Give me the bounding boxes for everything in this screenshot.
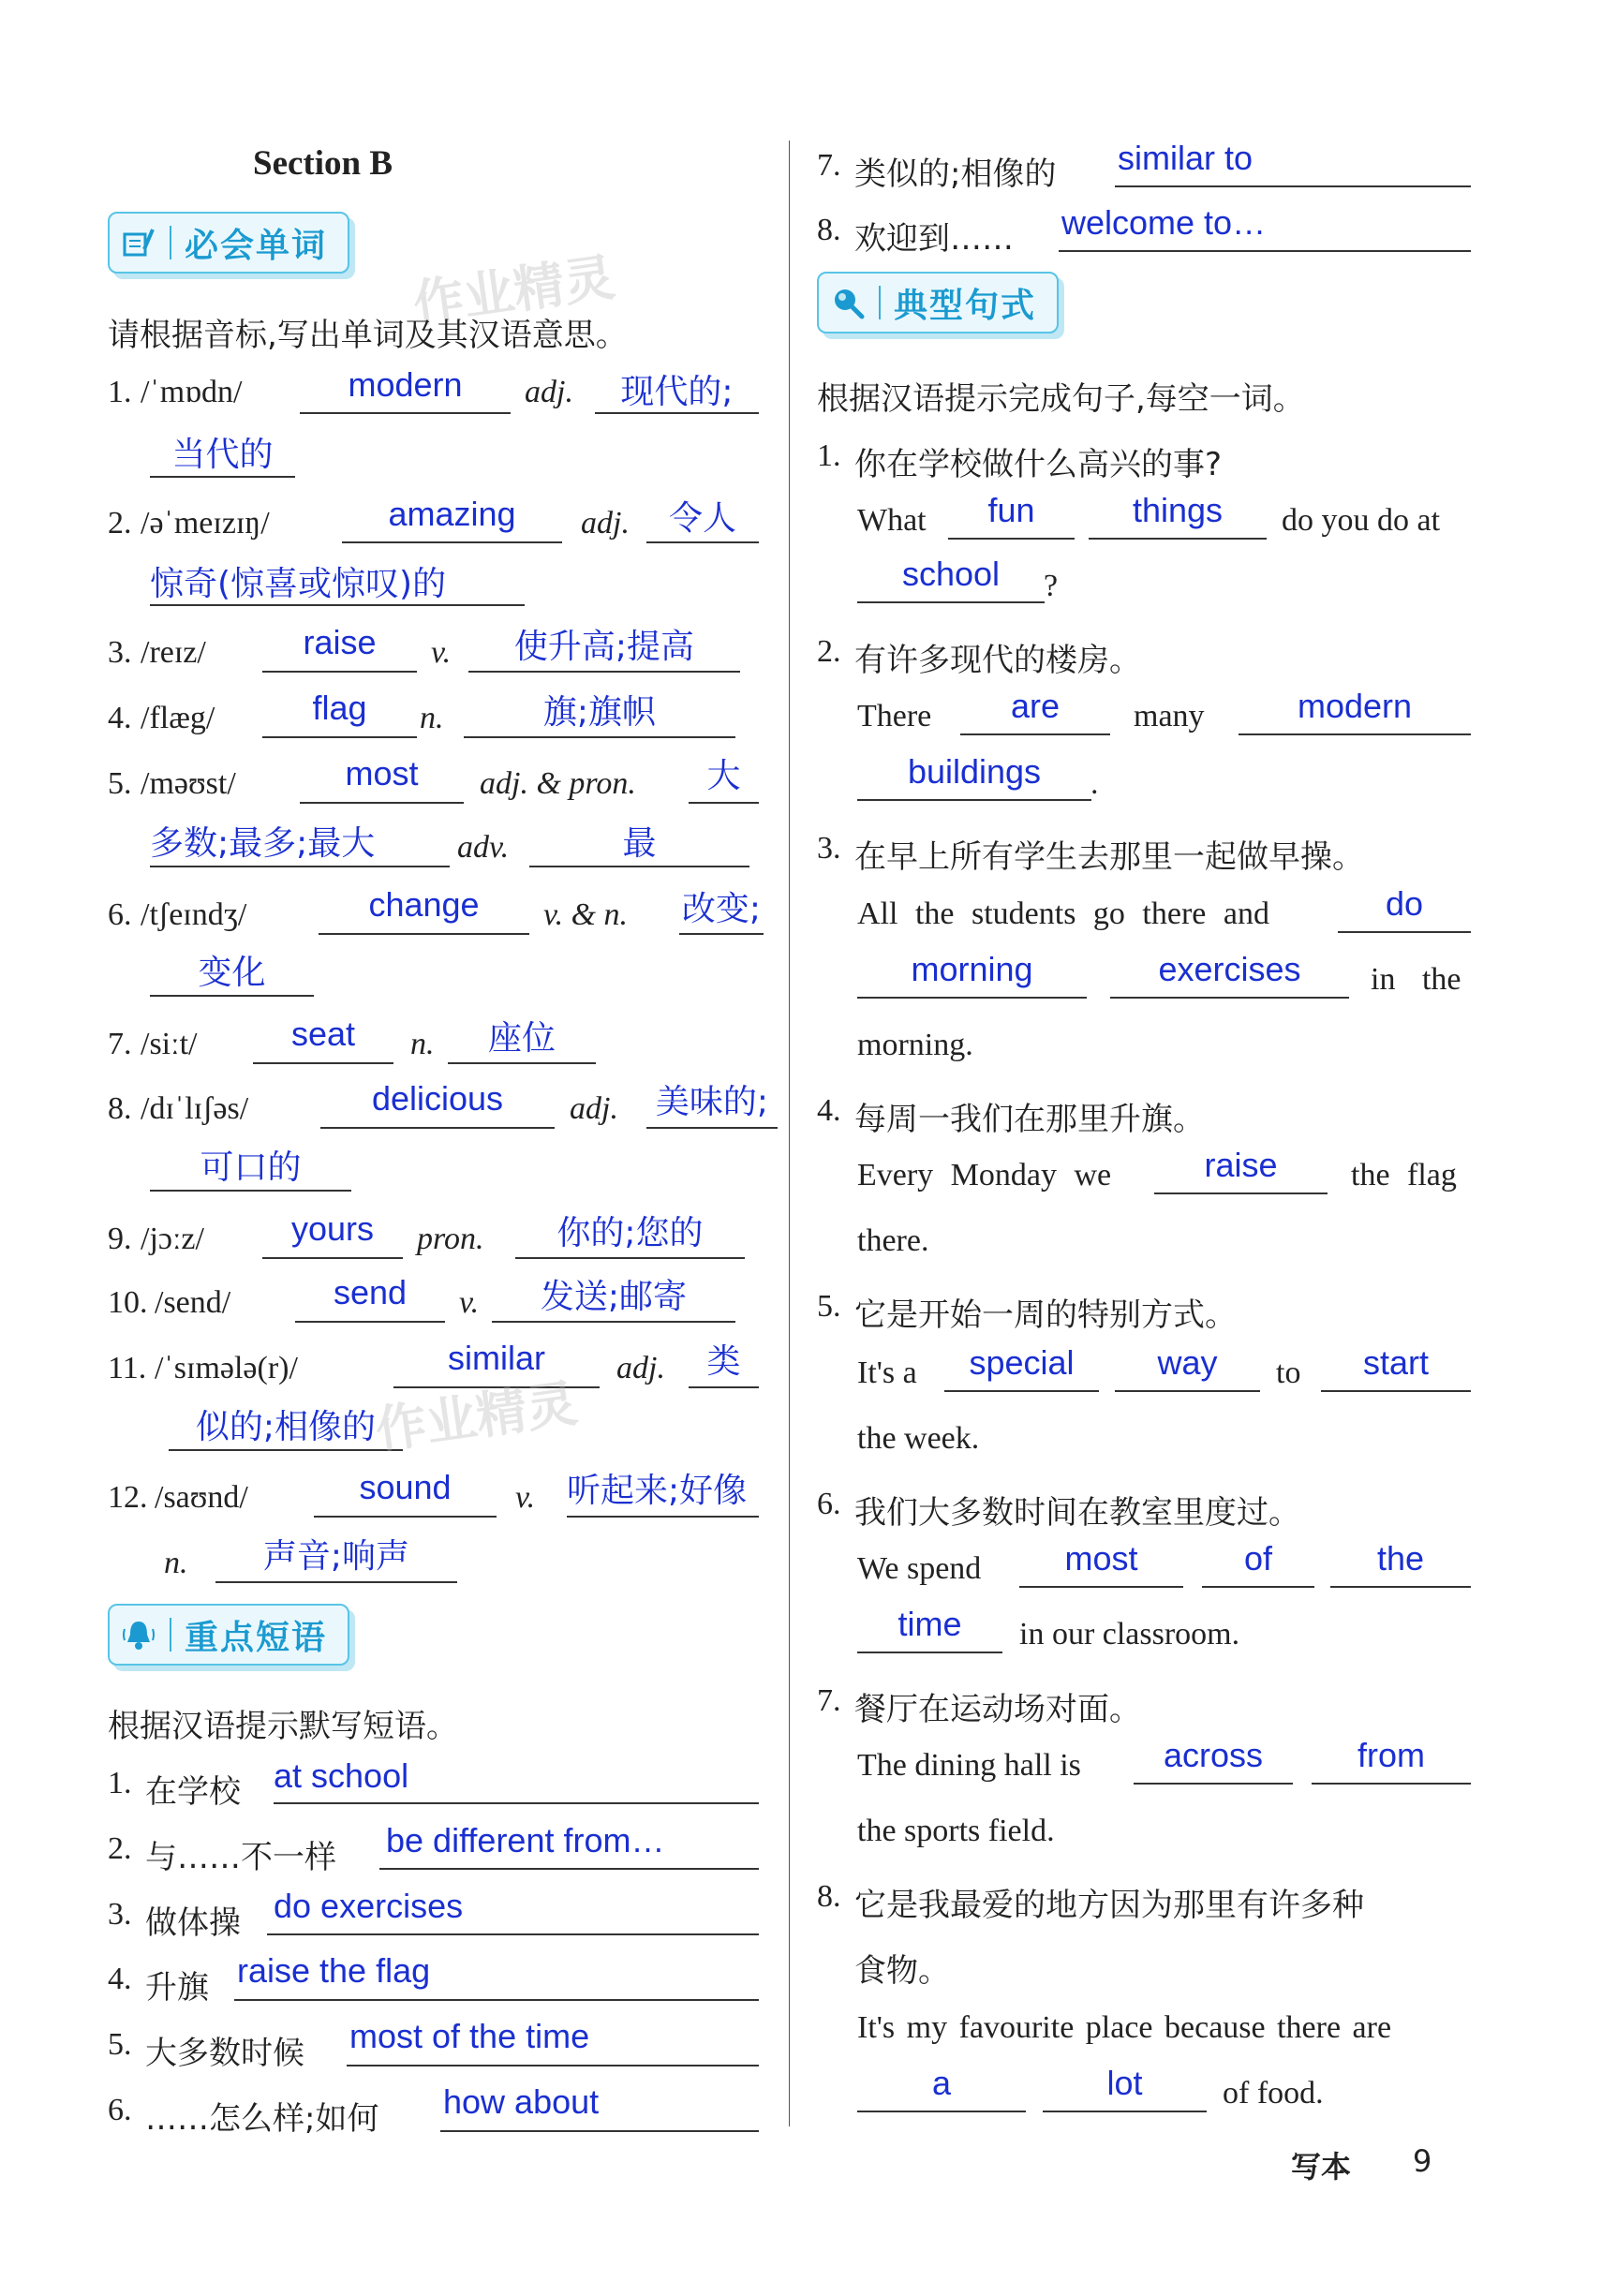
- word-answer: flag: [312, 689, 367, 727]
- sentence-answer: most: [1064, 1539, 1138, 1578]
- answer-blank: [1239, 733, 1471, 735]
- footer-label: 写本: [1291, 2149, 1352, 2185]
- answer-blank: [274, 1802, 759, 1804]
- word-answer: most: [345, 754, 419, 792]
- phrase-zh: 做体操: [145, 1904, 241, 1942]
- word-answer: seat: [290, 1015, 356, 1053]
- word-answer: delicious: [371, 1079, 504, 1118]
- page-number: 9: [1413, 2143, 1432, 2179]
- banner-sentences-label: 典型句式: [894, 286, 1037, 325]
- sentence-text: The dining hall is: [857, 1748, 1081, 1783]
- sentence-text: of food.: [1223, 2076, 1324, 2111]
- word-number: 11.: [108, 1351, 147, 1385]
- answer-blank: [1321, 1390, 1471, 1392]
- word-ipa: /reɪz/: [141, 635, 206, 670]
- answer-blank: [689, 802, 759, 804]
- word-ipa: /əˈmeɪzɪŋ/: [141, 506, 270, 541]
- bell-icon: [121, 1617, 156, 1652]
- sentence-text: the flag: [1351, 1158, 1457, 1192]
- word-meaning-cont: 当代的: [171, 436, 274, 474]
- word-ipa: /send/: [155, 1285, 231, 1320]
- word-number: 10.: [108, 1285, 148, 1320]
- sentence-zh: 我们大多数时间在教室里度过。: [854, 1494, 1300, 1532]
- banner-separator: [170, 226, 171, 259]
- sentence-answer: a: [931, 2064, 952, 2102]
- sentence-answer: are: [1010, 687, 1061, 725]
- word-number: 5.: [108, 766, 132, 801]
- word-number: 8.: [108, 1091, 132, 1126]
- answer-blank: [150, 995, 314, 997]
- sentence-text: We spend: [857, 1551, 982, 1586]
- word-ipa: /məʊst/: [141, 766, 236, 801]
- answer-blank: [515, 1257, 745, 1259]
- phrases-instruction: 根据汉语提示默写短语。: [108, 1708, 458, 1745]
- word-answer: raise: [303, 623, 377, 661]
- word-pos-2: adv.: [457, 830, 510, 865]
- word-meaning-cont: 变化: [198, 954, 266, 992]
- answer-blank: [1338, 931, 1471, 933]
- answer-blank: [1043, 2111, 1207, 2112]
- answer-blank: [646, 1127, 778, 1129]
- banner-phrases-label: 重点短语: [185, 1618, 328, 1657]
- word-meaning-cont: 可口的: [200, 1148, 302, 1187]
- watermark: 作业精灵: [409, 247, 618, 334]
- word-pos: adj.: [616, 1351, 665, 1385]
- sentence-number: 4.: [817, 1093, 841, 1128]
- answer-blank: [679, 933, 764, 935]
- answer-blank: [1154, 1192, 1328, 1194]
- sentence-text: in the: [1371, 962, 1461, 997]
- answer-blank: [342, 541, 562, 543]
- answer-blank: [1110, 997, 1349, 999]
- answer-blank: [440, 2130, 759, 2132]
- answer-blank: [960, 733, 1110, 735]
- sentence-answer: do: [1385, 884, 1424, 923]
- word-meaning: 大: [706, 757, 741, 795]
- sentence-answer: start: [1362, 1343, 1429, 1382]
- word-pos: adj. & pron.: [480, 766, 636, 801]
- phrase-number: 4.: [108, 1962, 132, 1996]
- phrase-zh: 类似的;相像的: [854, 156, 1057, 193]
- answer-blank: [347, 2065, 759, 2066]
- sentence-zh: 餐厅在运动场对面。: [854, 1691, 1141, 1728]
- word-answer: modern: [348, 365, 463, 404]
- answer-blank: [1115, 1390, 1260, 1392]
- sentence-answer: lot: [1106, 2064, 1143, 2102]
- sentence-answer: morning: [911, 950, 1033, 988]
- banner-phrases: [108, 1604, 349, 1666]
- answer-blank: [1202, 1586, 1314, 1588]
- answer-blank: [234, 1999, 759, 2001]
- answer-blank: [379, 1868, 759, 1870]
- answer-blank: [1115, 185, 1471, 187]
- answer-blank: [857, 799, 1091, 801]
- answer-blank: [314, 1516, 497, 1518]
- phrase-zh: 与……不一样: [145, 1839, 336, 1876]
- word-number: 9.: [108, 1222, 132, 1256]
- word-pos: v. & n.: [543, 897, 629, 932]
- word-ipa: /ˈsɪmələ(r)/: [155, 1351, 298, 1385]
- phrase-number: 7.: [817, 148, 841, 183]
- answer-blank: [448, 1062, 596, 1064]
- phrase-zh: 升旗: [145, 1969, 209, 2007]
- sentence-text: many: [1134, 699, 1205, 733]
- answer-blank: [1059, 250, 1471, 252]
- word-meaning: 听起来;好像: [567, 1472, 748, 1510]
- answer-blank: [1312, 1783, 1471, 1785]
- phrase-answer: welcome to…: [1061, 203, 1267, 242]
- word-meaning: 发送;邮寄: [540, 1278, 688, 1316]
- word-number: 12.: [108, 1480, 148, 1515]
- sentence-answer: from: [1357, 1736, 1425, 1774]
- sentence-text: .: [1090, 766, 1099, 801]
- sentence-text: There: [857, 699, 932, 733]
- word-number: 7.: [108, 1027, 132, 1061]
- answer-blank: [468, 671, 740, 673]
- phrase-answer: most of the time: [349, 2017, 590, 2055]
- answer-blank: [464, 736, 735, 738]
- word-meaning-cont: 似的;相像的: [195, 1408, 377, 1446]
- sentence-zh: 你在学校做什么高兴的事?: [854, 446, 1223, 483]
- sentences-instruction: 根据汉语提示完成句子,每空一词。: [817, 380, 1305, 418]
- word-pos: adj.: [525, 375, 573, 409]
- answer-blank: [150, 604, 525, 606]
- sentence-answer: school: [901, 555, 1001, 593]
- answer-blank: [262, 1257, 403, 1259]
- sentence-text: ?: [1044, 569, 1059, 603]
- answer-blank: [1089, 538, 1267, 540]
- word-meaning-2: 最: [622, 824, 657, 863]
- word-meaning-cont: 多数;最多;最大: [150, 824, 376, 863]
- answer-blank: [944, 1390, 1099, 1392]
- answer-blank: [295, 1321, 445, 1323]
- word-pos: adj.: [570, 1091, 618, 1126]
- word-pos-2: n.: [164, 1546, 188, 1580]
- phrase-number: 5.: [108, 2027, 132, 2062]
- word-meaning: 现代的;: [620, 373, 734, 411]
- phrase-number: 6.: [108, 2093, 132, 2127]
- answer-blank: [150, 476, 295, 478]
- word-pos: v.: [459, 1285, 480, 1320]
- answer-blank: [567, 1516, 759, 1518]
- answer-blank: [169, 1449, 403, 1451]
- answer-blank: [1134, 1783, 1293, 1785]
- phrase-answer: at school: [274, 1756, 409, 1795]
- word-meaning: 使升高;提高: [513, 628, 695, 666]
- sentence-text: do you do at: [1282, 503, 1441, 538]
- sentence-zh: 有许多现代的楼房。: [854, 642, 1141, 679]
- sentence-answer: buildings: [907, 752, 1042, 791]
- phrase-number: 2.: [108, 1831, 132, 1866]
- sentence-text: It's a: [857, 1355, 917, 1390]
- answer-blank: [262, 736, 417, 738]
- answer-blank: [857, 997, 1087, 999]
- word-number: 4.: [108, 701, 132, 735]
- word-answer: sound: [359, 1468, 452, 1506]
- word-ipa: /dɪˈlɪʃəs/: [141, 1091, 249, 1126]
- answer-blank: [857, 1652, 1002, 1653]
- answer-blank: [150, 1190, 351, 1192]
- magnifier-icon: [830, 285, 866, 320]
- phrase-zh: 大多数时候: [145, 2035, 304, 2072]
- sentence-text: the sports field.: [857, 1814, 1055, 1848]
- sentence-answer: fun: [987, 491, 1035, 529]
- phrase-answer: similar to: [1118, 139, 1253, 177]
- sentence-text: there.: [857, 1223, 929, 1258]
- banner-words: [108, 212, 349, 274]
- section-title: Section B: [253, 144, 393, 183]
- sentence-zh: 它是我最爱的地方因为那里有许多种: [854, 1887, 1364, 1924]
- watermark: 作业精灵: [372, 1373, 581, 1460]
- banner-separator: [170, 1618, 171, 1652]
- sentence-text: to: [1276, 1355, 1301, 1390]
- sentence-text: Every Monday we: [857, 1158, 1112, 1192]
- answer-blank: [253, 1062, 393, 1064]
- sentence-answer: of: [1243, 1539, 1273, 1578]
- answer-blank: [320, 1127, 555, 1129]
- word-pos: adj.: [581, 506, 630, 541]
- word-answer: change: [368, 885, 480, 924]
- phrase-answer: how about: [443, 2082, 600, 2121]
- word-meaning: 类: [706, 1342, 741, 1381]
- answer-blank: [689, 1386, 759, 1388]
- sentence-zh: 它是开始一周的特别方式。: [854, 1296, 1237, 1334]
- word-answer: amazing: [388, 495, 516, 533]
- word-pos: v.: [515, 1480, 536, 1515]
- word-meaning: 旗;旗帜: [542, 693, 657, 732]
- sentence-number: 2.: [817, 634, 841, 669]
- words-instruction: 请根据音标,写出单词及其汉语意思。: [108, 317, 628, 354]
- word-answer: send: [333, 1273, 408, 1311]
- answer-blank: [595, 412, 759, 414]
- answer-blank: [267, 1933, 759, 1935]
- word-pos: n.: [410, 1027, 435, 1061]
- answer-blank: [300, 412, 511, 414]
- sentence-text: All the students go there and: [857, 896, 1269, 931]
- sentence-number: 3.: [817, 831, 841, 866]
- sentence-answer: things: [1132, 491, 1224, 529]
- word-number: 3.: [108, 635, 132, 670]
- banner-separator: [879, 286, 881, 319]
- word-ipa: /ˈmɒdn/: [141, 375, 243, 409]
- phrase-answer: be different from…: [386, 1821, 665, 1859]
- answer-blank: [319, 933, 529, 935]
- phrase-answer: raise the flag: [237, 1951, 431, 1990]
- word-number: 6.: [108, 897, 132, 932]
- sentence-number: 7.: [817, 1683, 841, 1718]
- phrase-zh: ……怎么样;如何: [145, 2100, 379, 2138]
- sentence-answer: exercises: [1158, 950, 1301, 988]
- word-meaning: 改变;: [681, 890, 762, 928]
- banner-sentences: [817, 272, 1059, 333]
- sentence-text: in our classroom.: [1019, 1617, 1240, 1652]
- sentence-answer: modern: [1297, 687, 1413, 725]
- word-ipa: /tʃeɪndʒ/: [141, 897, 247, 932]
- answer-blank: [215, 1581, 457, 1583]
- word-meaning: 你的;您的: [556, 1214, 704, 1252]
- word-ipa: /saʊnd/: [155, 1480, 248, 1515]
- sentence-zh-cont: 食物。: [854, 1952, 950, 1990]
- sentence-number: 6.: [817, 1487, 841, 1521]
- phrase-number: 3.: [108, 1897, 132, 1932]
- sentence-text: the week.: [857, 1421, 980, 1456]
- sentence-answer: special: [969, 1343, 1075, 1382]
- sentence-answer: time: [897, 1605, 962, 1643]
- word-meaning: 令人: [668, 499, 736, 538]
- word-meaning-2: 声音;响声: [262, 1537, 410, 1576]
- word-ipa: /flæg/: [141, 701, 215, 735]
- word-answer: yours: [290, 1209, 375, 1248]
- answer-blank: [1019, 1586, 1183, 1588]
- sentence-answer: raise: [1204, 1146, 1278, 1184]
- word-pos: n.: [420, 701, 444, 735]
- answer-blank: [857, 601, 1045, 603]
- phrase-number: 8.: [817, 213, 841, 247]
- answer-blank: [857, 2111, 1026, 2112]
- answer-blank: [262, 671, 417, 673]
- sentence-number: 5.: [817, 1289, 841, 1324]
- word-pos: v.: [431, 635, 452, 670]
- word-answer: similar: [448, 1339, 545, 1377]
- sentence-answer: across: [1163, 1736, 1264, 1774]
- answer-blank: [492, 1321, 735, 1323]
- word-meaning: 座位: [487, 1019, 556, 1058]
- answer-blank: [150, 866, 450, 867]
- answer-blank: [300, 802, 464, 804]
- column-divider: [789, 141, 790, 2126]
- word-pos: pron.: [417, 1222, 484, 1256]
- banner-words-label: 必会单词: [185, 226, 328, 265]
- sentence-text: morning.: [857, 1028, 973, 1062]
- sentence-text: What: [857, 503, 927, 538]
- word-number: 2.: [108, 506, 132, 541]
- answer-blank: [948, 538, 1075, 540]
- word-ipa: /siːt/: [141, 1027, 198, 1061]
- notepad-pencil-icon: [121, 225, 156, 260]
- sentence-zh: 每周一我们在那里升旗。: [854, 1101, 1205, 1138]
- answer-blank: [529, 866, 749, 867]
- sentence-number: 8.: [817, 1879, 841, 1914]
- sentence-number: 1.: [817, 438, 841, 473]
- answer-blank: [646, 541, 759, 543]
- word-meaning-cont: 惊奇(惊喜或惊叹)的: [150, 565, 447, 603]
- word-ipa: /jɔːz/: [141, 1222, 204, 1256]
- phrase-number: 1.: [108, 1766, 132, 1800]
- phrase-answer: do exercises: [274, 1887, 464, 1925]
- phrase-zh: 在学校: [145, 1773, 241, 1811]
- word-number: 1.: [108, 375, 132, 409]
- sentence-answer: way: [1157, 1343, 1218, 1382]
- word-meaning: 美味的;: [655, 1083, 769, 1121]
- sentence-text: It's my favourite place because there are: [857, 2010, 1392, 2045]
- phrase-zh: 欢迎到……: [854, 220, 1014, 258]
- sentence-answer: the: [1376, 1539, 1425, 1578]
- answer-blank: [1330, 1586, 1471, 1588]
- sentence-zh: 在早上所有学生去那里一起做早操。: [854, 838, 1364, 876]
